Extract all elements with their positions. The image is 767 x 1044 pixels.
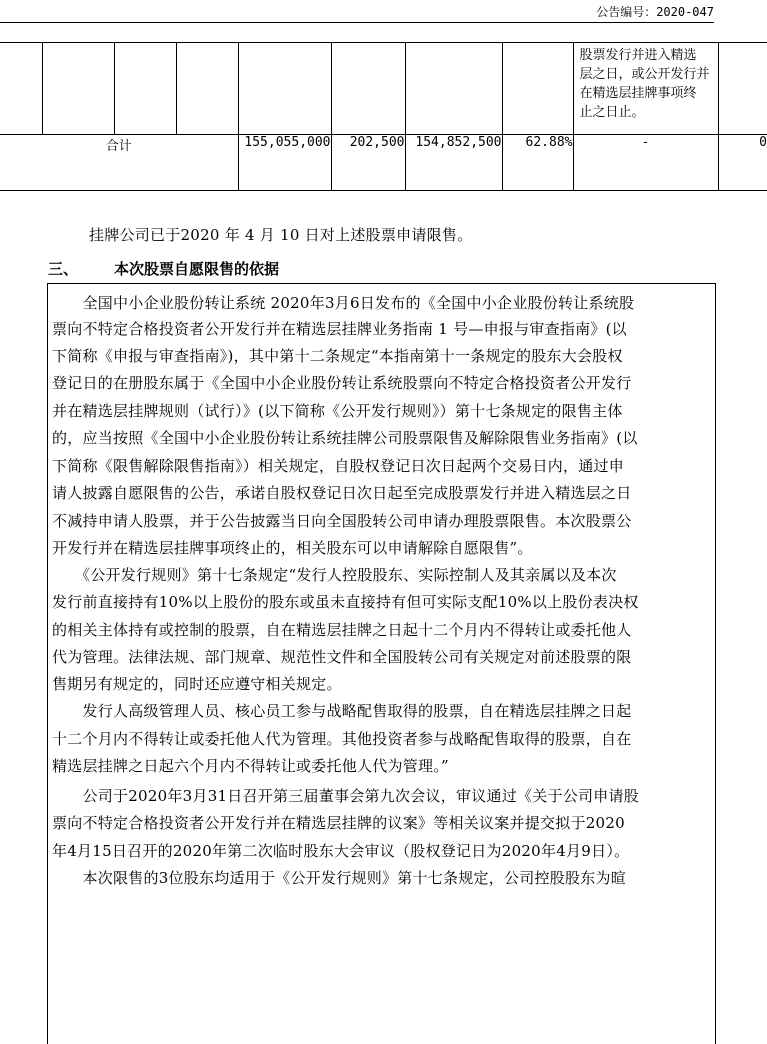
table-cell [114,43,176,135]
note-line: 层之日，或公开发行并 [579,67,710,82]
note-line: 止之日止。 [579,105,645,120]
table-cell [718,43,767,135]
table-cell [176,43,238,135]
lock-period-note-cell [573,43,718,135]
table-cell [42,43,114,135]
body-line: 售期另有规定的，同时还应遵守相关规定。 [52,675,342,693]
table-cell [405,43,502,135]
header-rule [0,22,714,23]
body-line: 十二个月内不得转让或委托他人代为管理。其他投资者参与战略配售取得的股票，自在 [52,730,632,748]
total-dash: - [573,135,718,191]
total-value: 202,500 [331,135,405,191]
body-line: 的相关主体持有或控制的股票，自在精选层挂牌之日起十二个月内不得转让或委托他人 [52,621,632,639]
body-line: 不减持申请人股票，并于公告披露当日向全国股转公司申请办理股票限售。本次股票公 [52,512,632,530]
body-line: 本次限售的3位股东均适用于《公开发行规则》第十七条规定，公司控股股东为暄 [52,869,627,887]
body-line: 并在精选层挂牌规则（试行）》(以下简称《公开发行规则》）第十七条规定的限售主体 [52,402,623,420]
body-line: 票向不特定合格投资者公开发行并在精选层挂牌的议案》等相关议案并提交拟于2020 [52,814,625,832]
body-line: 开发行并在精选层挂牌事项终止的，相关股东可以申请解除自愿限售”。 [52,539,533,557]
body-line: 公司于2020年3月31日召开第三届董事会第九次会议，审议通过《关于公司申请股 [52,787,640,805]
body-line: 登记日的在册股东属于《全国中小企业股份转让系统股票向不特定合格投资者公开发行 [52,374,632,392]
body-line: 《公开发行规则》第十七条规定“发行人控股股东、实际控制人及其亲属以及本次 [52,566,617,584]
section-heading [48,258,279,279]
total-value: 154,852,500 [405,135,502,191]
table-cell [238,43,331,135]
section-number: 三、 [48,260,79,278]
note-line: 在精选层挂牌事项终 [579,86,697,101]
body-line: 下简称《申报与审查指南》)，其中第十二条规定“本指南第十一条规定的股东大会股权 [52,347,623,365]
body-line: 年4月15日召开的2020年第二次临时股东大会审议（股权登记日为2020年4月9日）。 [52,842,630,860]
announcement-number: 公告编号：2020-047 [596,5,714,19]
note-line: 股票发行并进入精选 [579,48,697,63]
body-line: 的，应当按照《全国中小企业股份转让系统挂牌公司股票限售及解除限售业务指南》(以 [52,429,638,447]
body-line: 发行前直接持有10%以上股份的股东或虽未直接持有但可实际支配10%以上股份表决权 [52,593,639,611]
table-row [0,43,767,135]
total-zero: 0 [718,135,767,191]
total-row [0,135,767,191]
body-line: 请人披露自愿限售的公告，承诺自股权登记日次日起至完成股票发行并进入精选层之日 [52,484,632,502]
total-label: 合计 [0,135,238,191]
body-line: 票向不特定合格投资者公开发行并在精选层挂牌业务指南 1 号—申报与审查指南》(以 [52,320,627,338]
shareholder-table [0,42,767,191]
body-line: 精选层挂牌之日起六个月内不得转让或委托他人代为管理。” [52,757,449,775]
body-line: 全国中小企业股份转让系统 2020年3月6日发布的《全国中小企业股份转让系统股 [52,294,635,312]
table-cell [502,43,573,135]
table-cell [0,43,42,135]
body-line: 代为管理。法律法规、部门规章、规范性文件和全国股转公司有关规定对前述股票的限 [52,648,632,666]
total-value: 155,055,000 [238,135,331,191]
intro-paragraph: 挂牌公司已于2020 年 4 月 10 日对上述股票申请限售。 [89,226,473,244]
table-cell [331,43,405,135]
body-line: 下简称《限售解除限售指南》）相关规定，自股权登记日次日起两个交易日内，通过申 [52,457,625,475]
body-line: 发行人高级管理人员、核心员工参与战略配售取得的股票，自在精选层挂牌之日起 [52,702,632,720]
total-percent: 62.88% [502,135,573,191]
section-title: 本次股票自愿限售的依据 [114,260,280,278]
